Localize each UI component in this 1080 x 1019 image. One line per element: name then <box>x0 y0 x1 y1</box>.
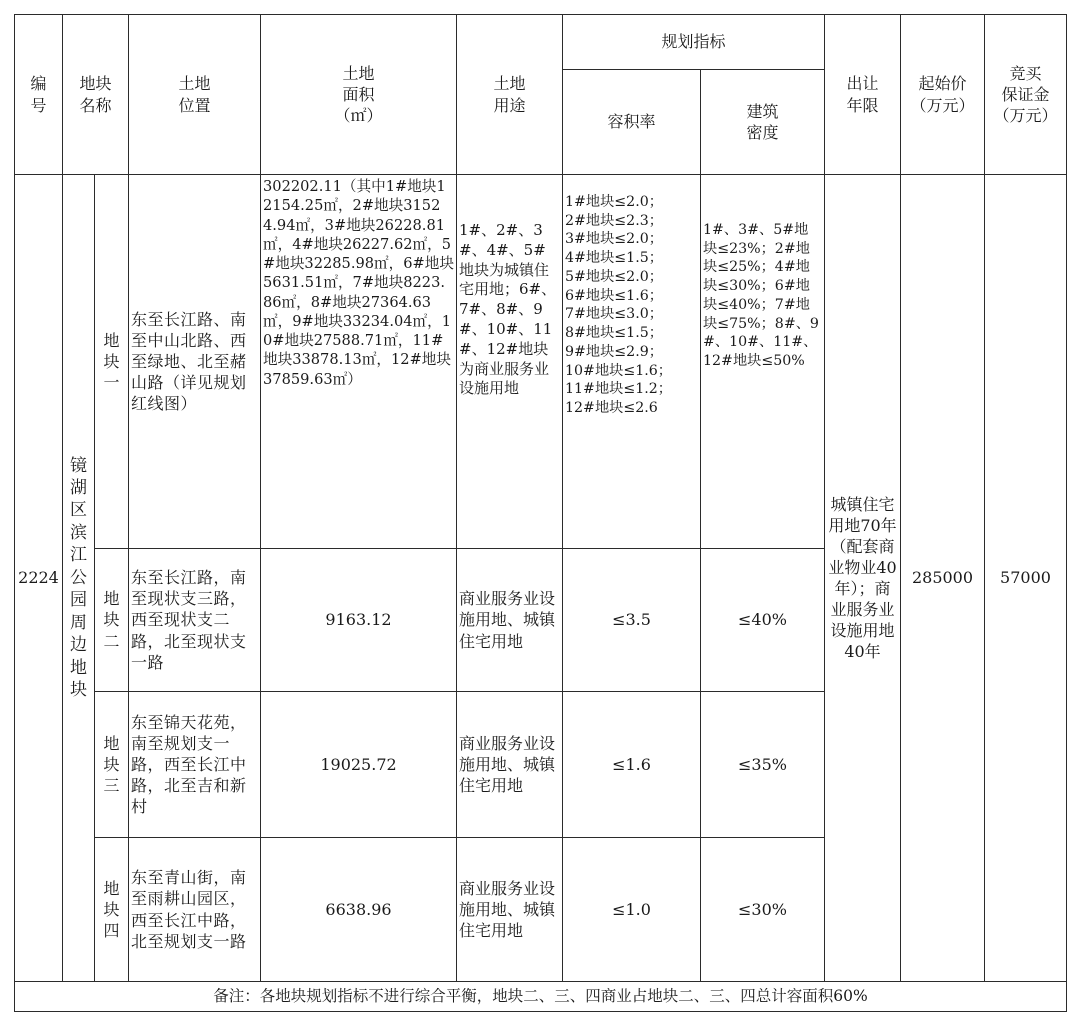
block-label: 地 块 二 <box>95 549 129 692</box>
block-label: 地 块 三 <box>95 692 129 838</box>
record-term: 城镇住宅用地70年（配套商业物业40年）；商业服务业设施用地40年 <box>825 175 901 982</box>
block-use: 1#、2#、3#、4#、5#地块为城镇住宅用地；6#、7#、8#、9#、10#、11#、12#地块为商业服务业设施用地 <box>457 175 563 549</box>
block-use: 商业服务业设施用地、城镇住宅用地 <box>457 838 563 982</box>
land-parcel-table <box>14 14 1067 1012</box>
header-area: 土地 面积 （㎡） <box>261 15 457 175</box>
block-far: ≤3.5 <box>563 549 701 692</box>
block-far: 1#地块≤2.0； 2#地块≤2.3； 3#地块≤2.0； 4#地块≤1.5； 5#地块≤2.0； 6#地块≤1.6； 7#地块≤3.0； 8#地块≤1.5； 9#地块≤2.9； 10#地块≤1.6； 11#地块≤1.2； 12#地块≤2.6 <box>563 175 701 549</box>
header-density: 建筑 密度 <box>701 70 825 175</box>
block-location: 东至锦天花苑，南至规划支一路，西至长江中路，北至吉和新村 <box>129 692 261 838</box>
block-density: ≤40% <box>701 549 825 692</box>
header-block-name: 地块 名称 <box>63 15 129 175</box>
block-area: 6638.96 <box>261 838 457 982</box>
block-use: 商业服务业设施用地、城镇住宅用地 <box>457 692 563 838</box>
header-row-1 <box>15 15 1067 70</box>
record-no: 2224 <box>15 175 63 982</box>
block-area: 19025.72 <box>261 692 457 838</box>
block-far: ≤1.0 <box>563 838 701 982</box>
record-name: 镜 湖 区 滨 江 公 园 周 边 地 块 <box>63 175 95 982</box>
block-location: 东至长江路，南至现状支三路，西至现状支二路，北至现状支一路 <box>129 549 261 692</box>
header-start-price: 起始价 （万元） <box>901 15 985 175</box>
record-start-price: 285000 <box>901 175 985 982</box>
block-density: 1#、3#、5#地块≤23%；2#地块≤25%；4#地块≤30%；6#地块≤40%；7#地块≤75%；8#、9#、10#、11#、12#地块≤50% <box>701 175 825 549</box>
block-row-1 <box>15 175 1067 549</box>
record-deposit: 57000 <box>985 175 1067 982</box>
block-density: ≤30% <box>701 838 825 982</box>
block-label: 地 块 一 <box>95 175 129 549</box>
header-use: 土地 用途 <box>457 15 563 175</box>
note-row <box>15 982 1067 1012</box>
block-far: ≤1.6 <box>563 692 701 838</box>
block-location: 东至长江路、南至中山北路、西至绿地、北至赭山路（详见规划红线图） <box>129 175 261 549</box>
header-far: 容积率 <box>563 70 701 175</box>
header-location: 土地 位置 <box>129 15 261 175</box>
header-deposit: 竞买 保证金 （万元） <box>985 15 1067 175</box>
header-planning: 规划指标 <box>563 15 825 70</box>
header-no: 编 号 <box>15 15 63 175</box>
footnote: 备注：各地块规划指标不进行综合平衡，地块二、三、四商业占地块二、三、四总计容面积60% <box>15 982 1067 1012</box>
header-term: 出让 年限 <box>825 15 901 175</box>
block-density: ≤35% <box>701 692 825 838</box>
block-area: 9163.12 <box>261 549 457 692</box>
block-location: 东至青山街，南至雨耕山园区，西至长江中路，北至规划支一路 <box>129 838 261 982</box>
block-area: 302202.11（其中1#地块12154.25㎡，2#地块31524.94㎡，3#地块26228.81㎡，4#地块26227.62㎡，5#地块32285.98㎡，6#地块5631.51㎡，7#地块8223.86㎡，8#地块27364.63㎡，9#地块33234.04㎡，10#地块27588.71㎡，11#地块33878.13㎡，12#地块37859.63㎡） <box>261 175 457 549</box>
block-label: 地 块 四 <box>95 838 129 982</box>
block-use: 商业服务业设施用地、城镇住宅用地 <box>457 549 563 692</box>
